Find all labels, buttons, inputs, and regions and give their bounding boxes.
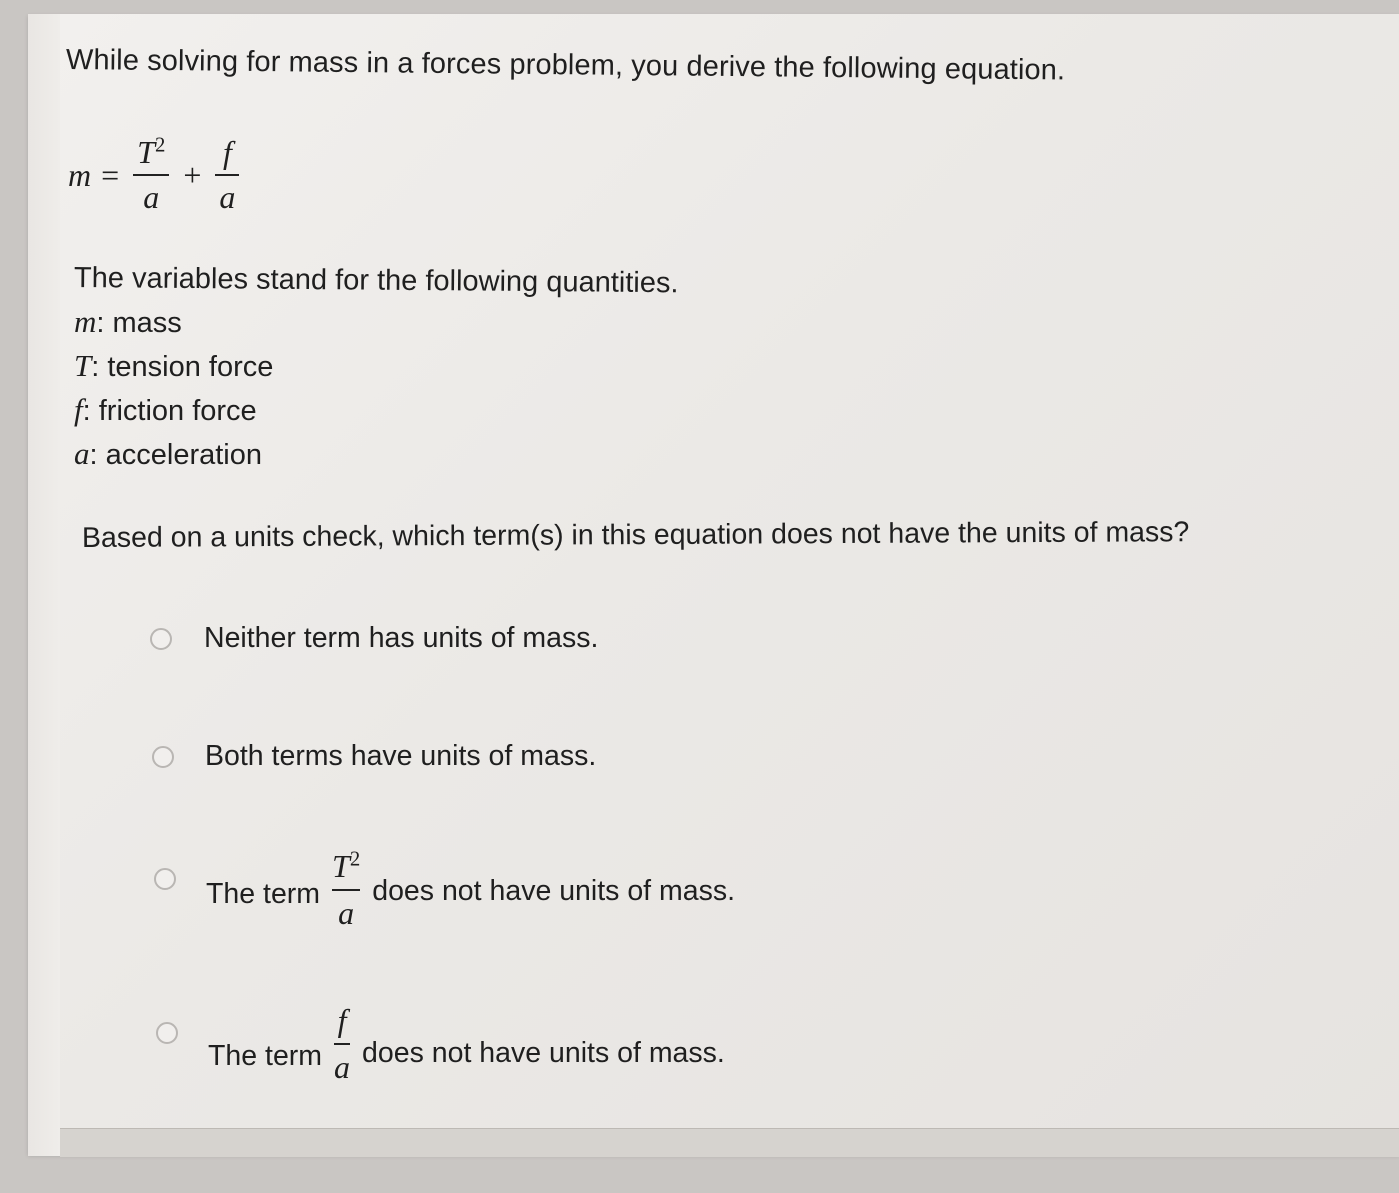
variables-title: The variables stand for the following quantities. xyxy=(73,262,679,300)
fraction-bar xyxy=(334,1043,350,1045)
radio-button-icon[interactable] xyxy=(150,628,172,650)
option-fraction xyxy=(332,848,360,932)
equation-term-1 xyxy=(133,135,169,215)
variable-item-mass xyxy=(74,304,182,340)
option-label[interactable]: Neither term has units of mass. xyxy=(204,622,599,654)
variable-item-acceleration xyxy=(74,436,262,472)
fraction-numerator: T xyxy=(332,848,350,884)
term1-exponent: 2 xyxy=(154,133,166,157)
fraction-exponent: 2 xyxy=(349,847,361,871)
option-term-f-over-a[interactable] xyxy=(156,1002,725,1086)
option-fraction xyxy=(334,1002,350,1086)
option-label[interactable] xyxy=(208,1002,725,1086)
fraction-denominator: a xyxy=(334,1048,351,1085)
equation-lhs: m xyxy=(68,156,92,193)
equation-term-2 xyxy=(215,135,239,215)
variable-desc: : tension force xyxy=(91,351,274,383)
term1-denominator: a xyxy=(143,178,160,215)
card-bottom-edge xyxy=(60,1128,1399,1157)
variable-symbol: m xyxy=(74,304,97,339)
radio-button-icon[interactable] xyxy=(152,746,174,768)
option-suffix: does not have units of mass. xyxy=(372,875,736,908)
equation-equals: = xyxy=(101,156,120,193)
radio-button-icon[interactable] xyxy=(154,868,176,890)
fraction-numerator: f xyxy=(337,1002,347,1038)
option-suffix: does not have units of mass. xyxy=(362,1037,725,1070)
intro-text: While solving for mass in a forces problem, you derive the following equation. xyxy=(65,44,1066,87)
variable-desc: : friction force xyxy=(82,395,257,427)
option-both[interactable] xyxy=(152,740,596,773)
fraction-bar xyxy=(133,174,169,176)
variable-desc: : acceleration xyxy=(89,439,262,471)
term2-numerator: f xyxy=(222,134,232,171)
option-label[interactable]: Both terms have units of mass. xyxy=(205,740,597,772)
option-prefix: The term xyxy=(208,1040,323,1073)
option-term-t2-over-a[interactable] xyxy=(154,848,735,932)
option-label[interactable] xyxy=(206,848,735,932)
option-neither[interactable] xyxy=(150,622,598,655)
variable-symbol: a xyxy=(74,436,90,471)
term2-denominator: a xyxy=(219,178,236,215)
fraction-denominator: a xyxy=(338,894,355,931)
variable-desc: : mass xyxy=(96,307,182,339)
variable-symbol: T xyxy=(74,348,92,383)
card-left-edge xyxy=(28,14,60,1156)
variable-symbol: f xyxy=(74,392,83,427)
fraction-bar xyxy=(332,889,360,891)
option-prefix: The term xyxy=(206,878,321,911)
fraction-bar xyxy=(215,174,239,176)
variable-item-tension xyxy=(74,348,273,384)
variable-item-friction xyxy=(74,392,257,428)
equation xyxy=(68,130,247,220)
equation-plus: + xyxy=(183,156,202,193)
question-text: Based on a units check, which term(s) in this equation does not have the units of mass? xyxy=(81,516,1190,554)
term1-numerator: T xyxy=(137,134,155,171)
radio-button-icon[interactable] xyxy=(156,1022,178,1044)
